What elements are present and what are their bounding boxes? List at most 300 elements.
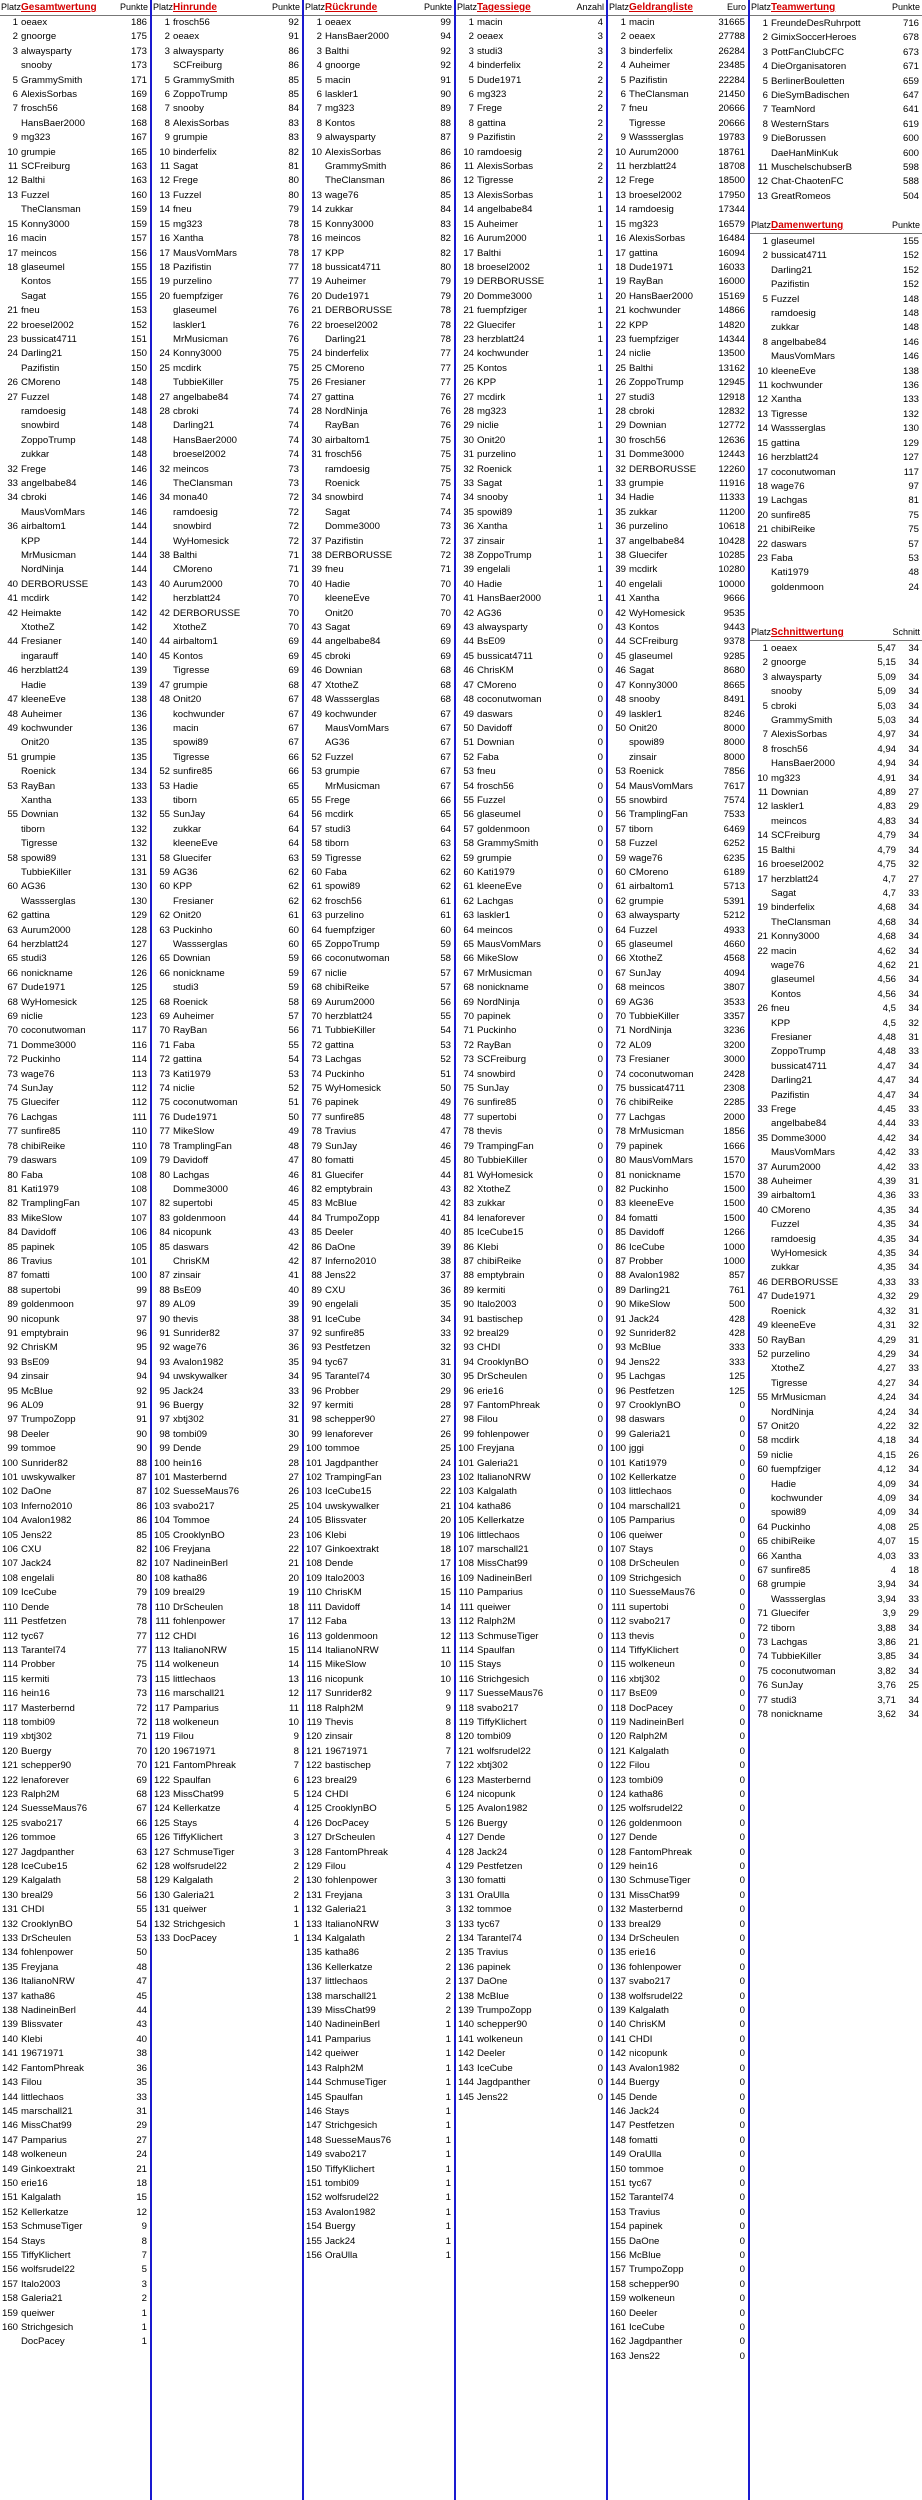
cell-platz: 150 — [1, 2177, 18, 2189]
cell-name: mcdirk — [629, 564, 658, 576]
table-row — [456, 1053, 606, 1067]
cell-name: meincos — [477, 924, 513, 936]
cell-value: 41 — [440, 1212, 451, 1224]
cell-name: Fuzzel — [629, 838, 658, 850]
cell-name: grumpie — [629, 478, 664, 489]
cell-value: 1 — [597, 348, 603, 360]
cell-value: 0 — [597, 1068, 603, 1080]
table-row — [152, 16, 302, 30]
cell-value: 132 — [130, 809, 147, 821]
cell-name: goldenmoon — [21, 1299, 74, 1311]
cell-count: 34 — [908, 1219, 919, 1231]
cell-platz: 44 — [463, 636, 474, 648]
cell-name: herzblatt24 — [21, 665, 69, 677]
table-row — [456, 967, 606, 981]
cell-value: 0 — [597, 1083, 603, 1095]
cell-value: 72 — [288, 535, 299, 547]
table-row — [152, 1269, 302, 1283]
cell-platz: 82 — [7, 1198, 18, 1210]
table-row — [152, 1140, 302, 1154]
table-row — [608, 189, 748, 203]
cell-value: 63 — [288, 852, 299, 864]
table-row — [0, 218, 150, 232]
cell-value: 31 — [288, 1414, 299, 1426]
table-row — [456, 808, 606, 822]
cell-value: 0 — [597, 694, 603, 706]
table-row — [750, 1161, 922, 1175]
cell-platz: 11 — [758, 162, 768, 174]
cell-name: purzelino — [477, 449, 516, 461]
table-row — [456, 1759, 606, 1773]
cell-platz: 117 — [610, 1688, 626, 1700]
cell-value: 78 — [440, 319, 451, 331]
cell-name: MausVomMars — [629, 1155, 693, 1167]
cell-platz: 19 — [757, 902, 768, 914]
cell-value: 38 — [288, 1313, 299, 1325]
cell-value: 44 — [288, 1212, 299, 1224]
cell-name: Davidoff — [173, 1155, 209, 1167]
table-row — [152, 174, 302, 188]
cell-value: 29 — [288, 1443, 299, 1455]
cell-platz: 68 — [159, 996, 170, 1008]
cell-value: 9285 — [723, 650, 745, 662]
cell-value: 67 — [440, 766, 451, 778]
cell-value: 130 — [130, 881, 147, 893]
cell-platz: 129 — [1, 1875, 18, 1887]
cell-value: 76 — [440, 405, 451, 417]
cell-platz: 58 — [757, 1435, 768, 1447]
cell-value: 4,47 — [877, 1089, 896, 1101]
table-row — [750, 1578, 922, 1592]
table-row — [608, 1514, 748, 1528]
table-row — [456, 1111, 606, 1125]
cell-platz: 90 — [7, 1313, 18, 1325]
table-row — [608, 1471, 748, 1485]
cell-value: 4,35 — [877, 1219, 896, 1231]
cell-value: 0 — [597, 2091, 603, 2103]
table-row — [750, 930, 922, 944]
cell-platz: 84 — [463, 1212, 474, 1224]
table-row — [0, 895, 150, 909]
cell-name: Italo2003 — [21, 2278, 61, 2290]
cell-platz: 127 — [609, 1832, 626, 1844]
cell-count: 25 — [908, 1680, 919, 1692]
cell-platz: 24 — [311, 348, 322, 360]
cell-platz: 146 — [609, 2105, 626, 2117]
table-row — [456, 563, 606, 577]
cell-value: 3 — [597, 31, 603, 43]
cell-platz: 107 — [153, 1558, 170, 1570]
cell-name: oeaex — [771, 643, 798, 654]
table-row — [456, 1802, 606, 1816]
cell-name: SuesseMaus76 — [629, 1587, 696, 1599]
cell-name: Kontos — [21, 276, 51, 288]
cell-name: Darling21 — [21, 348, 63, 360]
cell-platz: 119 — [306, 1716, 322, 1728]
cell-name: ChrisKM — [477, 665, 514, 677]
table-row — [608, 996, 748, 1010]
cell-platz: 60 — [615, 866, 626, 878]
cell-value: 0 — [597, 924, 603, 936]
cell-value: 79 — [288, 204, 299, 216]
cell-value: 62 — [440, 866, 451, 878]
table-row — [456, 1673, 606, 1687]
cell-count: 33 — [908, 1550, 919, 1562]
cell-value: 75 — [908, 509, 919, 521]
table-row — [456, 1817, 606, 1831]
table-row — [0, 2047, 150, 2061]
cell-platz: 6 — [468, 89, 474, 101]
cell-value: 55 — [136, 1904, 147, 1916]
cell-name: Wassserglas — [173, 939, 228, 950]
cell-value: 139 — [130, 665, 147, 677]
cell-value: 72 — [288, 521, 299, 533]
cell-platz: 118 — [2, 1716, 18, 1728]
table-row — [750, 1622, 922, 1636]
cell-name: airbaltom1 — [771, 1190, 816, 1202]
table-row — [152, 1183, 302, 1197]
cell-platz: 40 — [463, 578, 474, 590]
cell-value: 0 — [597, 1702, 603, 1714]
cell-name: AlexisSorbas — [325, 146, 381, 158]
cell-platz: 128 — [609, 1846, 626, 1858]
table-row — [304, 1457, 454, 1471]
cell-platz: 111 — [3, 1616, 18, 1628]
cell-name: Hadie — [477, 578, 503, 590]
table-row — [0, 189, 150, 203]
cell-value: 67 — [288, 708, 299, 720]
cell-name: MikeSlow — [629, 1299, 671, 1311]
cell-value: 0 — [597, 939, 603, 950]
cell-name: studi3 — [21, 953, 47, 965]
cell-value: 27 — [440, 1414, 451, 1426]
cell-platz: 64 — [757, 1521, 768, 1533]
cell-platz: 98 — [311, 1414, 322, 1426]
cell-platz: 95 — [463, 1371, 474, 1383]
table-row — [608, 1687, 748, 1701]
cell-name: bastischep — [477, 1313, 523, 1325]
cell-name: niclie — [477, 420, 499, 432]
cell-value: 68 — [288, 679, 299, 691]
table-row — [152, 1846, 302, 1860]
table-row — [608, 1327, 748, 1341]
cell-value: 59 — [288, 967, 299, 979]
cell-name: WyHomesick — [325, 1083, 381, 1095]
cell-value: 0 — [597, 766, 603, 778]
cell-name: Pazifistin — [173, 261, 212, 273]
table-row — [456, 1457, 606, 1471]
cell-platz: 5 — [164, 74, 170, 86]
cell-count: 34 — [908, 729, 919, 741]
cell-value: 4568 — [723, 953, 745, 965]
table-row — [304, 232, 454, 246]
table-row — [608, 261, 748, 275]
cell-value: 65 — [440, 809, 451, 821]
table-row — [0, 102, 150, 116]
cell-name: katha86 — [629, 1788, 664, 1800]
cell-name: DocPacey — [325, 1817, 369, 1829]
cell-platz: 84 — [159, 1227, 170, 1239]
table-row — [304, 362, 454, 376]
cell-platz: 142 — [305, 2048, 322, 2060]
cell-value: 0 — [597, 953, 603, 965]
table-row — [608, 2263, 748, 2277]
cell-platz: 13 — [7, 189, 18, 201]
cell-platz: 74 — [311, 1068, 322, 1080]
table-row — [304, 1889, 454, 1903]
cell-platz: 53 — [311, 766, 322, 778]
cell-platz: 16 — [311, 233, 322, 245]
cell-platz: 63 — [311, 910, 322, 922]
table-row — [456, 650, 606, 664]
cell-value: 64 — [288, 823, 299, 835]
table-row — [0, 1529, 150, 1543]
cell-value: 0 — [739, 1558, 745, 1570]
cell-platz: 79 — [7, 1155, 18, 1167]
cell-name: Kati1979 — [629, 1457, 667, 1469]
table-row — [0, 1183, 150, 1197]
cell-value: 86 — [136, 1500, 147, 1512]
cell-value: 0 — [739, 2293, 745, 2305]
cell-name: Stays — [629, 1544, 653, 1556]
table-row — [750, 1233, 922, 1247]
cell-name: Frege — [477, 103, 503, 115]
cell-name: Xantha — [173, 233, 204, 245]
table-row — [456, 1039, 606, 1053]
cell-name: Filou — [173, 1731, 194, 1743]
cell-name: binderfelix — [173, 146, 217, 158]
cell-platz: 58 — [615, 838, 626, 850]
cell-name: Xantha — [629, 593, 660, 605]
cell-value: 0 — [597, 1889, 603, 1901]
cell-name: DrScheulen — [173, 1601, 224, 1613]
cell-platz: 6 — [762, 90, 768, 102]
cell-value: 111 — [132, 1111, 147, 1123]
cell-platz: 19 — [311, 276, 322, 288]
cell-platz: 10 — [615, 146, 626, 158]
table-row — [608, 780, 748, 794]
cell-name: cbroki — [629, 405, 655, 417]
cell-value: 4,83 — [877, 815, 896, 827]
cell-value: 4,42 — [877, 1132, 896, 1144]
cell-value: 0 — [739, 1688, 745, 1700]
cell-name: NordNinja — [477, 996, 520, 1008]
table-row — [608, 2321, 748, 2335]
cell-name: MausVomMars — [771, 1147, 835, 1159]
cell-name: Strichgesich — [325, 2120, 378, 2132]
table-row — [152, 203, 302, 217]
cell-value: 60 — [440, 924, 451, 936]
cell-platz: 147 — [609, 2120, 626, 2132]
cell-platz: 22 — [757, 538, 768, 550]
cell-value: 0 — [597, 1572, 603, 1584]
cell-value: 21 — [440, 1500, 451, 1512]
table-row — [152, 693, 302, 707]
table-row — [152, 664, 302, 678]
table-row — [456, 1327, 606, 1341]
cell-value: 86 — [440, 161, 451, 173]
cell-value: 62 — [288, 881, 299, 893]
table-row — [750, 321, 922, 335]
cell-name: CHDI — [477, 1342, 501, 1354]
cell-count: 34 — [908, 931, 919, 943]
cell-value: 12832 — [718, 405, 745, 417]
cell-value: 0 — [597, 1155, 603, 1167]
table-row — [152, 981, 302, 995]
cell-platz: 29 — [615, 420, 626, 432]
cell-name: Inferno2010 — [21, 1500, 73, 1512]
cell-name: nonickname — [21, 967, 73, 979]
cell-value: 6252 — [723, 838, 745, 850]
table-row — [608, 1082, 748, 1096]
cell-name: TiffyKlichert — [21, 2249, 71, 2261]
column-header — [750, 0, 922, 16]
cell-value: 1 — [597, 377, 603, 389]
cell-value: 0 — [597, 679, 603, 691]
table-row — [750, 1089, 922, 1103]
table-row — [304, 2033, 454, 2047]
cell-name: Travius — [477, 1947, 509, 1959]
cell-value: 94 — [136, 1356, 147, 1368]
cell-name: AL09 — [173, 1299, 196, 1311]
table-row — [456, 1658, 606, 1672]
cell-value: 107 — [130, 1198, 147, 1210]
cell-name: Dude1971 — [173, 1111, 218, 1123]
cell-value: 5391 — [723, 895, 745, 907]
cell-name: Downian — [21, 809, 59, 821]
cell-value: 0 — [739, 2177, 745, 2189]
cell-value: 82 — [288, 146, 299, 158]
cell-platz: 34 — [159, 492, 170, 504]
cell-name: MikeSlow — [477, 953, 519, 965]
cell-value: 12918 — [718, 391, 745, 403]
cell-name: laskler1 — [629, 708, 663, 720]
cell-value: 4,07 — [877, 1536, 896, 1548]
cell-platz: 63 — [615, 910, 626, 922]
cell-value: 857 — [728, 1270, 745, 1282]
cell-platz: 16 — [463, 233, 474, 245]
table-row — [608, 1125, 748, 1139]
cell-name: Aurum2000 — [477, 233, 527, 245]
table-row — [152, 1471, 302, 1485]
table-row — [608, 1615, 748, 1629]
cell-value: 56 — [440, 996, 451, 1008]
cell-value: 1000 — [723, 1255, 745, 1267]
cell-name: snowbird — [477, 1068, 516, 1080]
cell-value: 1 — [445, 2019, 451, 2031]
cell-value: 4,68 — [877, 902, 896, 914]
table-row — [456, 275, 606, 289]
cell-name: gattina — [325, 391, 354, 403]
table-row — [0, 823, 150, 837]
cell-platz: 130 — [457, 1875, 474, 1887]
cell-value: 1500 — [723, 1212, 745, 1224]
cell-platz: 28 — [159, 405, 170, 417]
cell-name: studi3 — [325, 823, 351, 835]
cell-value: 66 — [440, 794, 451, 806]
cell-name: McBlue — [629, 1342, 661, 1354]
cell-value: 46 — [440, 1140, 451, 1152]
cell-name: Pazifistin — [629, 74, 668, 86]
cell-value: 7617 — [723, 780, 745, 792]
cell-name: Gluecifer — [771, 1608, 810, 1620]
cell-value: 0 — [597, 1400, 603, 1411]
cell-value: 2 — [293, 1889, 299, 1901]
table-row — [608, 1442, 748, 1456]
cell-value: 72 — [288, 492, 299, 504]
table-row — [152, 1169, 302, 1183]
cell-name: Gluecifer — [629, 550, 668, 562]
cell-value: 4,94 — [877, 743, 896, 755]
cell-name: grumpie — [629, 895, 664, 907]
table-row — [0, 376, 150, 390]
cell-name: lenaforever — [325, 1428, 373, 1440]
cell-value: 71 — [440, 564, 451, 576]
cell-value: 0 — [739, 2134, 745, 2146]
table-row — [152, 362, 302, 376]
table-row — [456, 607, 606, 621]
cell-platz: 120 — [1, 1745, 18, 1757]
table-row — [304, 1428, 454, 1442]
cell-platz: 66 — [757, 1550, 768, 1562]
cell-name: angelbabe84 — [629, 535, 685, 547]
cell-platz: 142 — [457, 2048, 474, 2060]
table-row — [304, 1932, 454, 1946]
cell-name: sunfire85 — [477, 1097, 517, 1109]
table-row — [750, 858, 922, 872]
cell-value: 18 — [440, 1544, 451, 1556]
cell-platz: 128 — [457, 1846, 474, 1858]
table-row — [304, 45, 454, 59]
table-row — [608, 1817, 748, 1831]
cell-value: 87 — [136, 1472, 147, 1484]
cell-name: uwskywalker — [325, 1500, 380, 1512]
table-row — [456, 506, 606, 520]
cell-platz: 38 — [159, 550, 170, 562]
cell-name: TrampingFan — [477, 1140, 534, 1152]
cell-value: 4,75 — [877, 859, 896, 871]
cell-value: 2 — [445, 1961, 451, 1973]
cell-name: fohlenpower — [21, 1947, 74, 1959]
cell-value: 0 — [597, 794, 603, 806]
cell-name: NadineinBerl — [477, 1572, 532, 1584]
cell-name: Pestfetzen — [325, 1342, 371, 1354]
cell-name: Puckinho — [325, 1068, 365, 1080]
cell-name: zinsair — [325, 1731, 353, 1743]
cell-value: 45 — [440, 1155, 451, 1167]
table-row — [750, 642, 922, 656]
cell-name: TiffyKlichert — [477, 1716, 527, 1728]
cell-platz: 7 — [762, 104, 768, 116]
cell-platz: 85 — [7, 1241, 18, 1253]
cell-name: ItalianoNRW — [325, 1918, 379, 1930]
cell-value: 42 — [288, 1255, 299, 1267]
cell-value: 66 — [136, 1817, 147, 1829]
table-row — [0, 275, 150, 289]
header-unit: Punkte — [423, 2, 452, 12]
cell-value: 6189 — [723, 866, 745, 878]
cell-value: 125 — [130, 996, 147, 1008]
cell-value: 30 — [440, 1371, 451, 1383]
cell-value: 62 — [288, 895, 299, 907]
cell-value: 0 — [597, 1327, 603, 1339]
cell-platz: 120 — [457, 1731, 474, 1743]
cell-name: Probber — [325, 1385, 360, 1397]
cell-value: 156 — [130, 247, 147, 259]
cell-platz: 137 — [1, 1990, 18, 2002]
cell-platz: 91 — [159, 1327, 170, 1339]
cell-value: 67 — [288, 722, 299, 734]
